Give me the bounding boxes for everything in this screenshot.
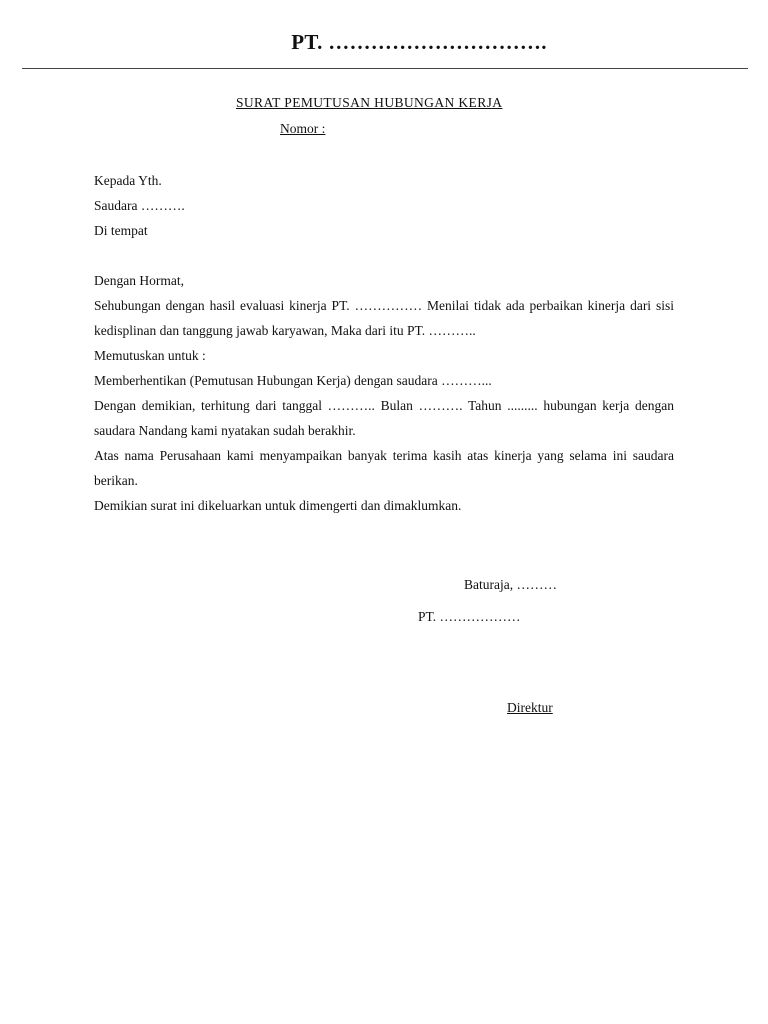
header-divider	[22, 68, 748, 69]
letter-title: SURAT PEMUTUSAN HUBUNGAN KERJA	[236, 95, 503, 110]
paragraph-thanks: Atas nama Perusahaan kami menyampaikan banyak terima kasih atas kinerja yang selama ini saudara berikan.	[94, 448, 674, 488]
recipient-line-3: Di tempat	[94, 223, 148, 238]
paragraph-effective-date: Dengan demikian, terhitung dari tanggal ……….. Bulan ………. Tahun ......... hubungan kerja dengan saudara Nandang kami nyatakan sudah berakhir.	[94, 398, 674, 438]
letterhead	[0, 30, 768, 55]
recipient-line-2: Saudara ……….	[94, 198, 185, 213]
paragraph-termination: Memberhentikan (Pemutusan Hubungan Kerja) dengan saudara ………...	[94, 373, 492, 388]
signer-title: Direktur	[507, 700, 553, 715]
place-date: Baturaja, ………	[464, 577, 557, 592]
greeting: Dengan Hormat,	[94, 273, 184, 288]
company-name: PT. ………………………….	[291, 30, 547, 54]
paragraph-decision: Memutuskan untuk :	[94, 348, 206, 363]
letter-body	[94, 268, 674, 518]
recipient-line-1: Kepada Yth.	[94, 173, 162, 188]
signature-company: PT. ………………	[418, 609, 521, 624]
letter-number-label: Nomor :	[280, 121, 326, 136]
paragraph-closing: Demikian surat ini dikeluarkan untuk dimengerti dan dimaklumkan.	[94, 498, 462, 513]
recipient-block	[94, 168, 674, 243]
paragraph-evaluation: Sehubungan dengan hasil evaluasi kinerja PT. …………… Menilai tidak ada perbaikan kinerja dari sisi kedisplinan dan tanggung jawab karyawan, Maka dari itu PT. ………..	[94, 298, 674, 338]
